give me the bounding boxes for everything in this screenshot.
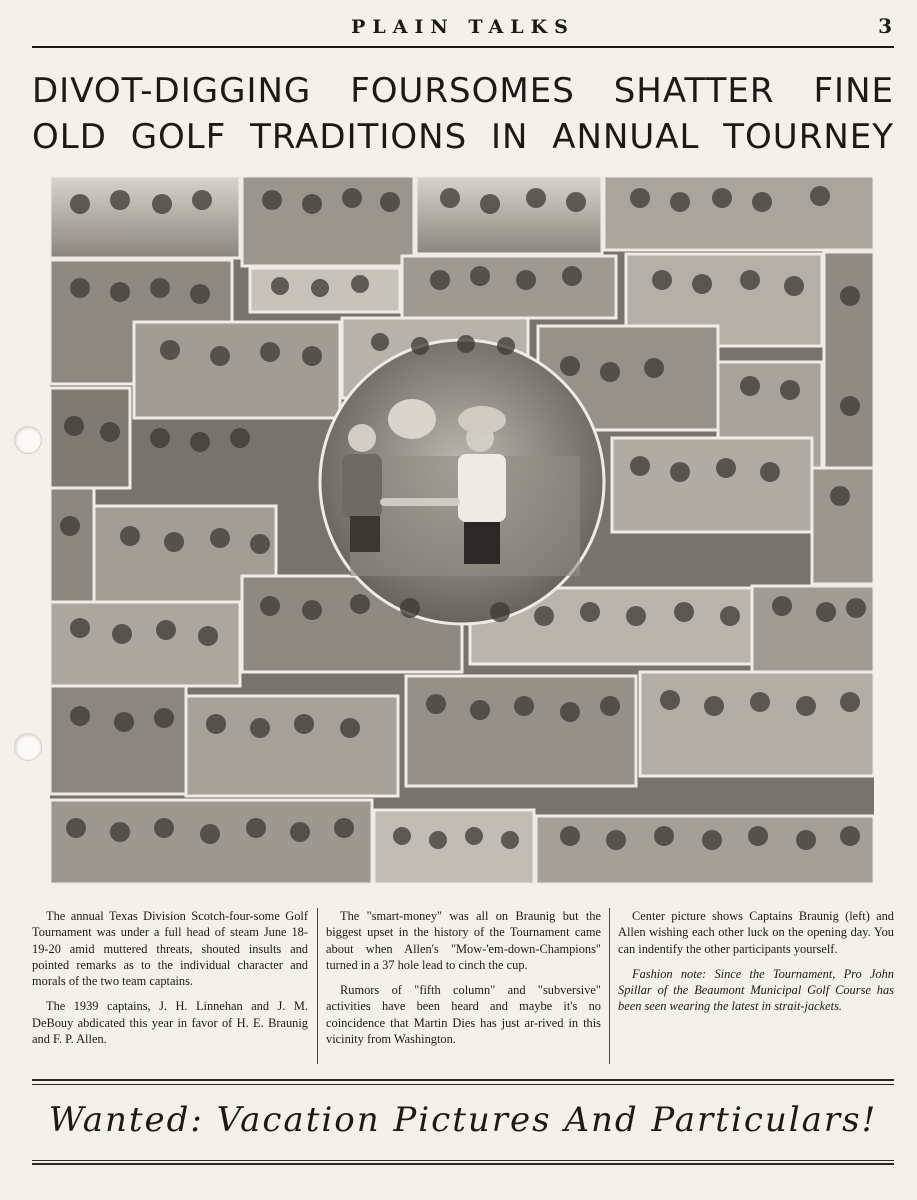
paragraph: Rumors of "fifth column" and "subversive" activities have been heard and maybe it's no coincidence that Martin Dies has just ar-rived in this vicinity from Washington.	[326, 983, 601, 1047]
page-number: 3	[878, 14, 892, 38]
paragraph: Center picture shows Captains Braunig (left) and Allen wishing each other luck on the opening day. You can indentify the other participants yourself.	[618, 909, 894, 956]
paragraph: The annual Texas Division Scotch-four-some Golf Tournament was under a full head of steam June 18-19-20 amid muttered threats, shouted insults and pointed remarks as to the individual character and morals of the two team captains.	[32, 909, 308, 989]
article-column-1	[32, 908, 308, 1068]
section-rule	[32, 1163, 894, 1165]
section-rule	[32, 1079, 894, 1081]
headline-line-1: DIVOT-DIGGING FOURSOMES SHATTER FINE	[32, 71, 894, 111]
article-column-3	[618, 908, 894, 1068]
headline	[32, 68, 894, 160]
section-rule	[32, 1084, 894, 1085]
fashion-note: Fashion note: Since the Tournament, Pro John Spillar of the Beaumont Municipal Golf Course has been seen wearing the latest in strait-jackets.	[618, 966, 894, 1014]
column-divider	[609, 908, 610, 1064]
photo-collage	[50, 176, 874, 884]
headline-line-2: OLD GOLF TRADITIONS IN ANNUAL TOURNEY	[32, 117, 894, 157]
article-column-2	[326, 908, 601, 1068]
paragraph: The "smart-money" was all on Braunig but the biggest upset in the history of the Tournament came about when Allen's "Mow-'em-down-Champions" turned in a 37 hole lead to cinch the cup.	[326, 909, 601, 972]
article-columns	[32, 908, 894, 1068]
photo-collage-icon	[50, 176, 874, 884]
masthead	[32, 10, 894, 48]
column-divider	[317, 908, 318, 1064]
binder-hole	[14, 733, 42, 761]
masthead-title: PLAIN TALKS	[351, 16, 575, 38]
binder-hole	[14, 426, 42, 454]
paragraph: The 1939 captains, J. H. Linnehan and J. M. DeBouy abdicated this year in favor of H. E. Braunig and F. P. Allen.	[32, 999, 308, 1047]
section-rule	[32, 1160, 894, 1161]
wanted-banner: Wanted: Vacation Pictures And Particulars!	[48, 1100, 878, 1140]
